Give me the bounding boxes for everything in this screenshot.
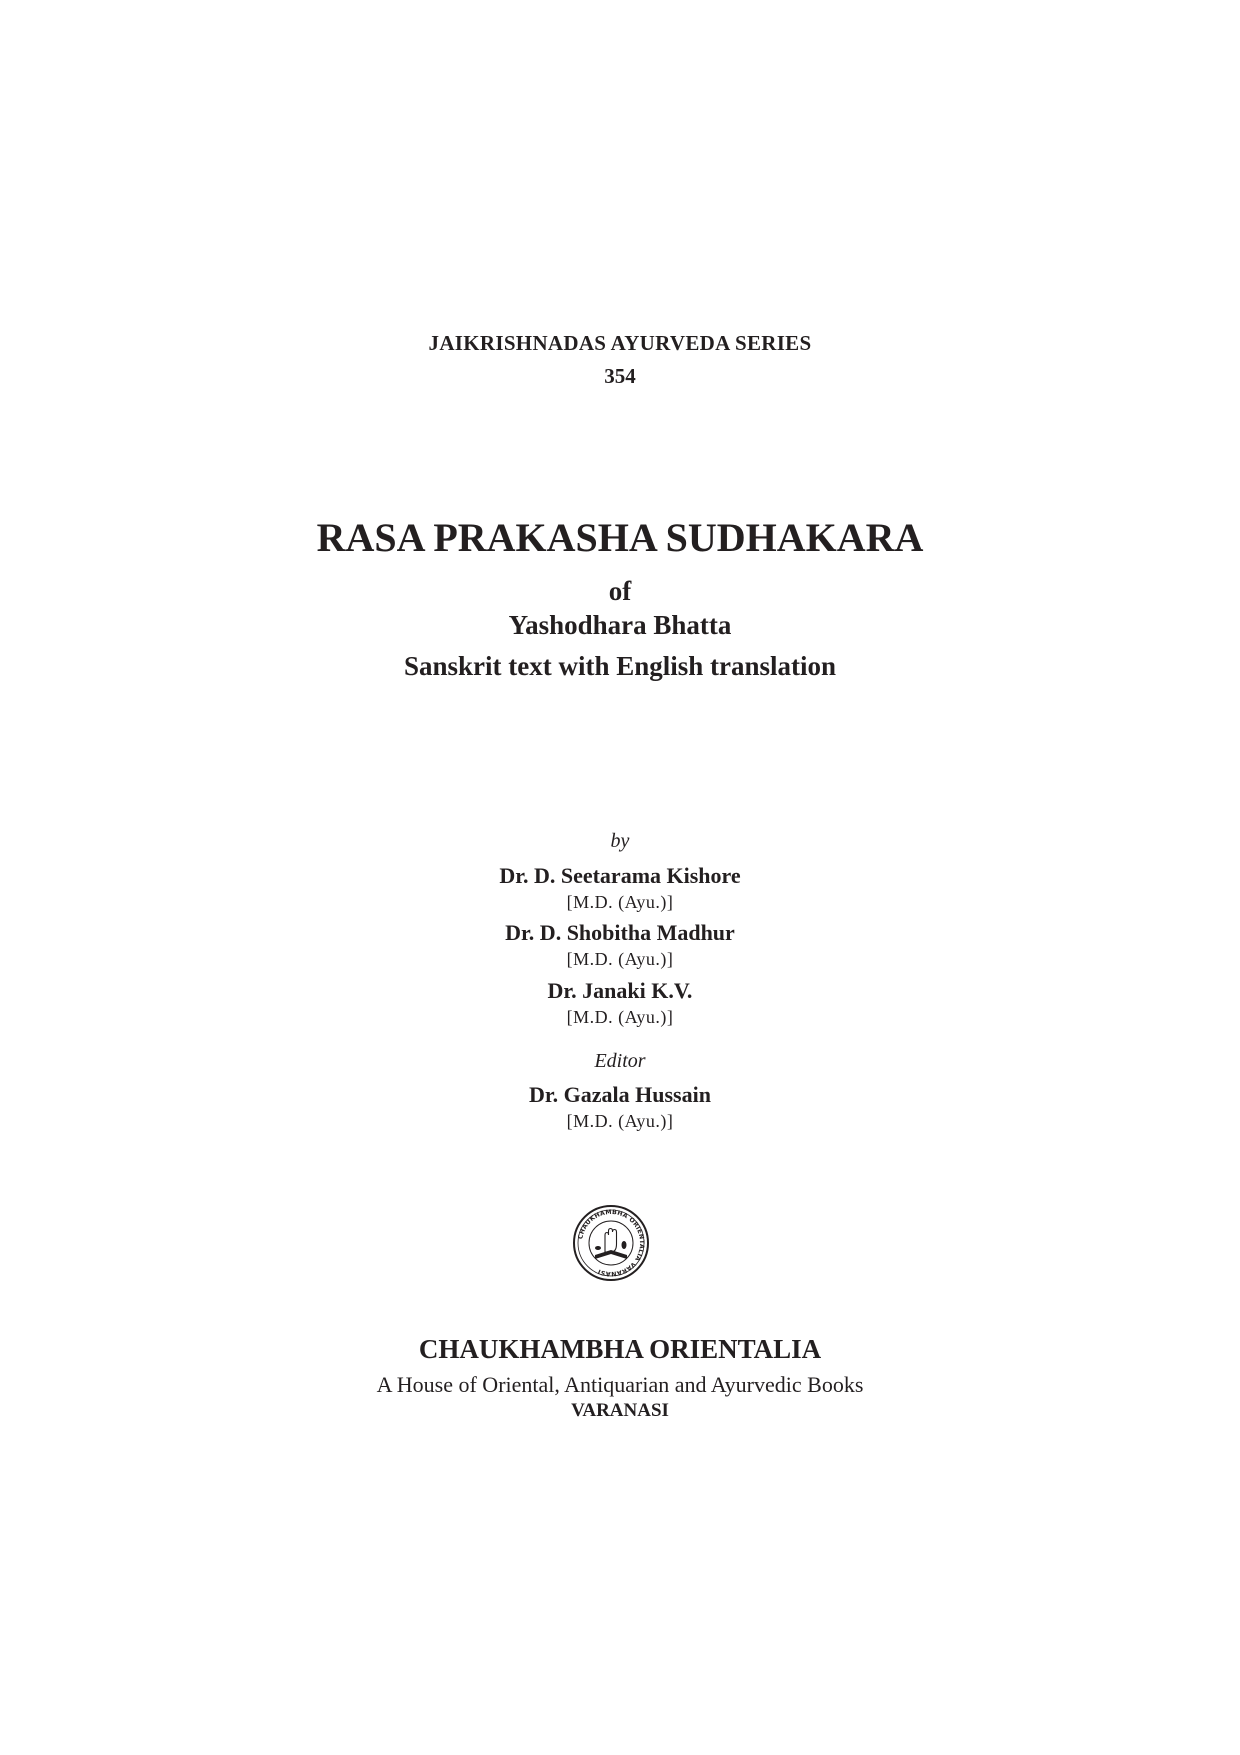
- publisher-city: VARANASI: [571, 1400, 669, 1421]
- book-title: RASA PRAKASHA SUDHAKARA: [316, 515, 924, 560]
- contributor-degree: [M.D. (Ayu.)]: [566, 1007, 674, 1027]
- publisher-tagline: A House of Oriental, Antiquarian and Ayurvedic Books: [376, 1372, 864, 1397]
- editor-label: Editor: [594, 1050, 646, 1072]
- by-label: by: [610, 830, 630, 852]
- editor-name: Dr. Gazala Hussain: [529, 1082, 711, 1107]
- contributor-degree: [M.D. (Ayu.)]: [566, 892, 674, 912]
- publisher-seal-icon: [572, 1204, 650, 1282]
- contributor-name: Dr. D. Seetarama Kishore: [499, 863, 741, 888]
- original-author: Yashodhara Bhatta: [508, 610, 732, 640]
- contributor-name: Dr. Janaki K.V.: [547, 978, 693, 1003]
- series-number: 354: [604, 364, 636, 388]
- book-subtitle: Sanskrit text with English translation: [403, 651, 837, 681]
- publisher-name: CHAUKHAMBHA ORIENTALIA: [418, 1334, 822, 1364]
- contributor-name: Dr. D. Shobitha Madhur: [505, 920, 735, 945]
- editor-degree: [M.D. (Ayu.)]: [566, 1111, 674, 1131]
- contributor-degree: [M.D. (Ayu.)]: [566, 949, 674, 969]
- series-name: JAIKRISHNADAS AYURVEDA SERIES: [428, 331, 812, 355]
- svg-text:CHAUKHAMBHA ORIENTALIA VARANAS: CHAUKHAMBHA ORIENTALIA VARANASI: [577, 1208, 646, 1278]
- title-of: of: [608, 576, 632, 606]
